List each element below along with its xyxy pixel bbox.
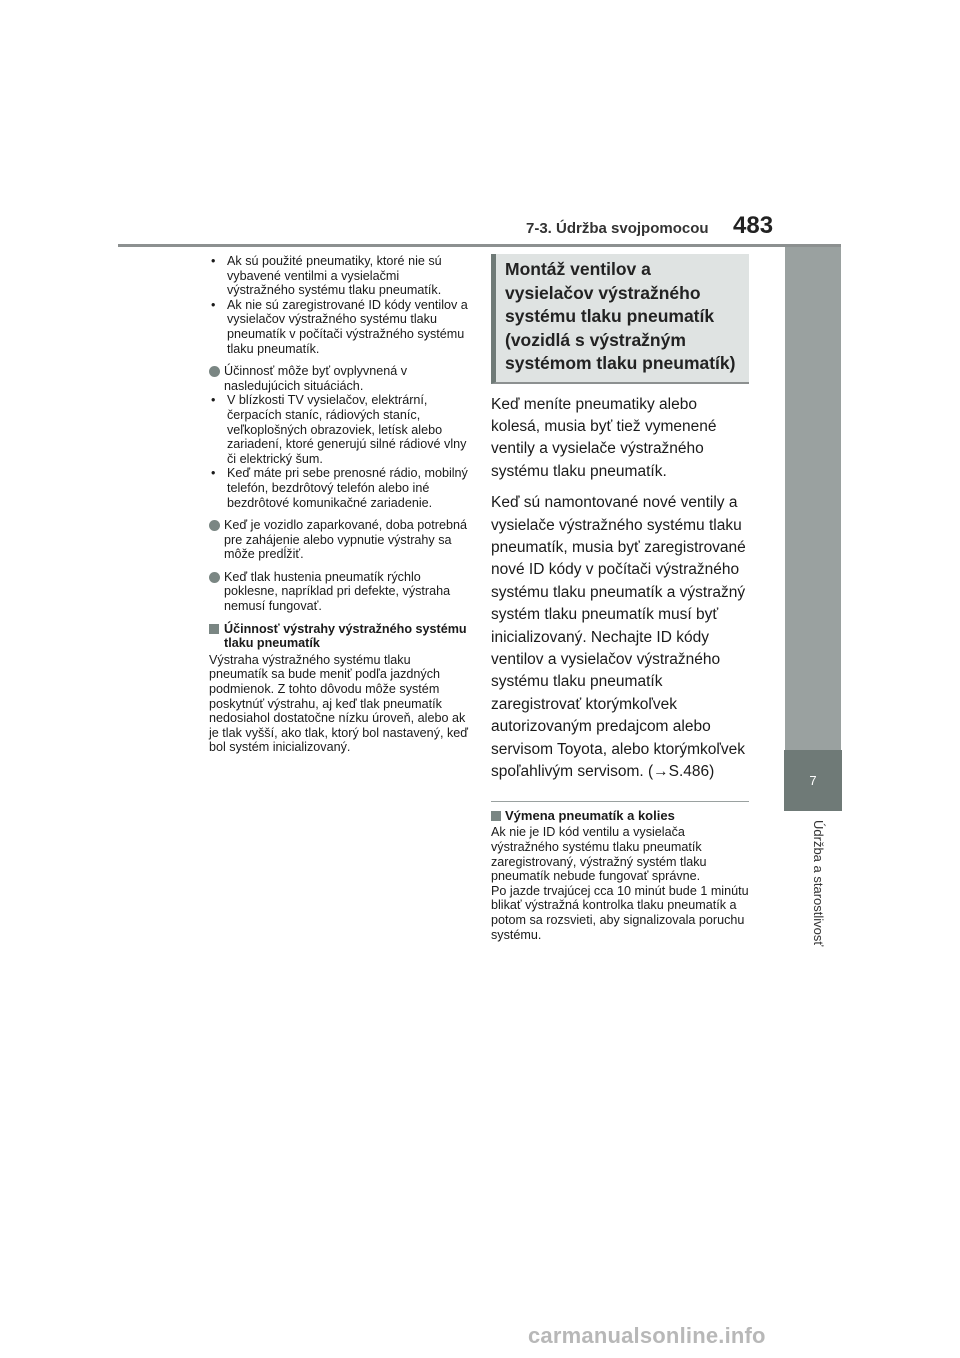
header-section-title: 7-3. Údržba svojpomocou: [526, 220, 709, 237]
right-body: [491, 394, 749, 784]
chapter-tab[interactable]: [784, 750, 842, 811]
left-column: [209, 254, 470, 755]
separator: [491, 801, 749, 802]
side-tab-bar: [785, 247, 841, 750]
dot-paragraph: Keď tlak hustenia pneumatík rýchlo poklesne, napríklad pri defekte, výstraha nemusí fungovať.: [209, 570, 470, 614]
bullet-dot-icon: [209, 572, 220, 583]
section-title-box: Montáž ventilov a vysielačov výstražného systému tlaku pneumatík (vozidlá s výstražným systémom tlaku pneumatík): [491, 254, 749, 384]
paragraph: Keď sú namontované nové ventily a vysielače výstražného systému tlaku pneumatík, musia byť zaregistrované nové ID kódy v počítači výstražného systému tlaku pneumatík a výstražný systém tlaku pneumatík musí byť inicializovaný. Nechajte ID kódy ventilov a vysielačov výstražného systému tlaku pneumatík zaregistrovať ktorýmkoľvek autorizovaným predajcom alebo servisom Toyota, alebo ktorýmkoľvek spoľahlivým servisom. (→S.486): [491, 494, 746, 780]
header-rule: [118, 244, 841, 247]
square-bullet-icon: [491, 811, 501, 821]
paragraph: Po jazde trvajúcej cca 10 minút bude 1 minútu blikať výstražná kontrolka tlaku pneumatík a potom sa rozsvieti, aby signalizovala poruchu systému.: [491, 883, 749, 942]
list-item: • V blízkosti TV vysielačov, elektrární, čerpacích staníc, rádiových staníc, veľkoplošných obrazoviek, letísk alebo zariadení, ktoré generujú silné rádiové vlny či elektrický šum.: [211, 393, 467, 466]
bullet-dot-icon: [209, 520, 220, 531]
square-bullet-icon: [209, 624, 219, 634]
page-number: 483: [733, 212, 774, 239]
paragraph: Ak nie je ID kód ventilu a vysielača výstražného systému tlaku pneumatík zaregistrovaný, výstražný systém tlaku pneumatík nebude fungovať správne.: [491, 825, 707, 884]
right-column: [491, 254, 749, 942]
chapter-number: 7: [809, 773, 817, 788]
list-item: • Keď máte pri sebe prenosné rádio, mobilný telefón, bezdrôtový telefón alebo iné bezdrôtové komunikačné zariadenie.: [211, 466, 468, 510]
section-heading: Účinnosť výstrahy výstražného systému tlaku pneumatík: [209, 622, 470, 651]
bullet-dot-icon: [209, 366, 220, 377]
paragraph: Keď meníte pneumatiky alebo kolesá, musia byť tiež vymenené ventily a vysielače výstražného systému tlaku pneumatík.: [491, 395, 717, 480]
dot-paragraph: Účinnosť môže byť ovplyvnená v nasledujúcich situáciách.: [209, 364, 470, 393]
watermark: carmanualsonline.info: [528, 1323, 766, 1348]
list-item: • Ak nie sú zaregistrované ID kódy ventilov a vysielačov výstražného systému tlaku pneumatík v počítači výstražného systému tlaku pneumatík.: [211, 297, 468, 356]
section-body: Výstraha výstražného systému tlaku pneumatík sa bude meniť podľa jazdných podmienok. Z tohto dôvodu môže systém poskytnúť výstrahu, aj keď tlak pneumatík nedosiahol dostatočne nízku úroveň, alebo ak je tlak vyšší, ako tlak, ktorý bol nastavený, keď bol systém inicializovaný.: [209, 652, 469, 755]
sub-text: [491, 825, 749, 942]
dot-paragraph: Keď je vozidlo zaparkované, doba potrebná pre zahájenie alebo vypnutie výstrahy sa môže predĺžiť.: [209, 518, 470, 562]
chapter-label: Údržba a starostlivosť: [811, 820, 826, 947]
list-item: • Ak sú použité pneumatiky, ktoré nie sú vybavené ventilmi a vysielačmi výstražného systému tlaku pneumatík.: [211, 254, 442, 298]
sub-heading: Výmena pneumatík a kolies: [491, 808, 749, 823]
